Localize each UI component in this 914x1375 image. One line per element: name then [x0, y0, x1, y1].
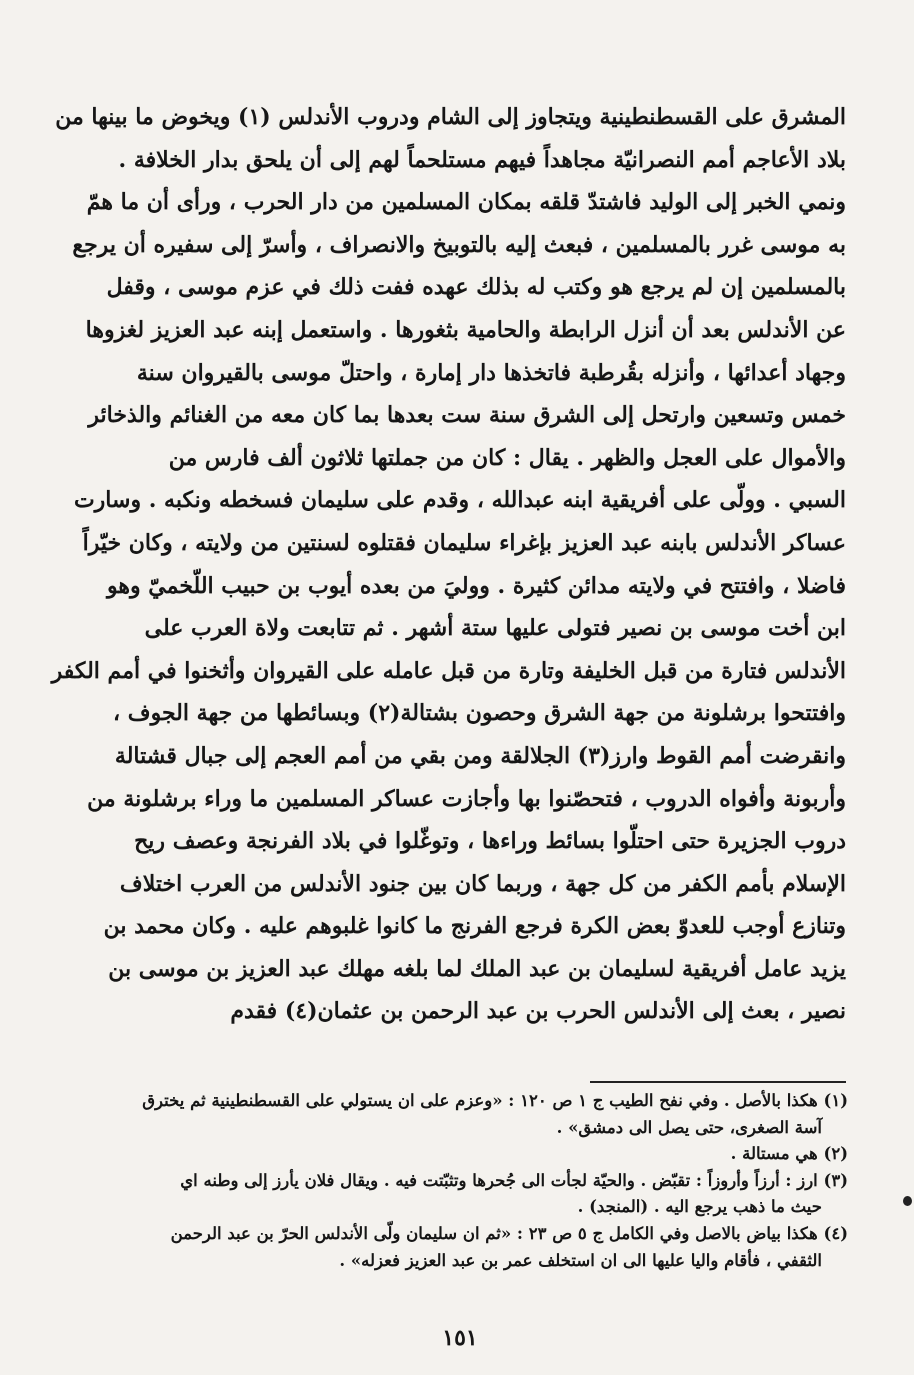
footnote-separator [590, 1081, 846, 1083]
footnote-2: (٢) هي مستالة . [730, 1144, 848, 1164]
text-line: يزيد عامل أفريقية لسليمان بن عبد الملك لما بلغه مهلك عبد العزيز بن موسى بن [108, 955, 846, 982]
text-line: بلاد الأعاجم أمم النصرانيّة مجاهداً فيهم مستلحماً لهم إلى أن يلحق بدار الخلافة . [118, 146, 846, 173]
text-line: عساكر الأندلس بابنه عبد العزيز بإغراء سليمان فقتلوه لسنتين من ولايته ، وكان خيّراً [82, 529, 846, 556]
text-line: وتنازع أوجب للعدوّ بعض الكرة فرجع الفرنج ما كانوا غلبوهم عليه . وكان محمد بن [103, 913, 846, 940]
text-line: وافتتحوا برشلونة من جهة الشرق وحصون بشتالة(٢) وبسائطها من جهة الجوف ، [113, 700, 846, 727]
text-line: به موسى غرر بالمسلمين ، فبعث إليه بالتوبيخ والانصراف ، وأسرّ إلى سفيره أن يرجع [72, 231, 846, 258]
footnote-4: (٤) هكذا بياض بالاصل وفي الكامل ج ٥ ص ٢٣ : «ثم ان سليمان ولّى الأندلس الحرّ بن عبد الرحمن [170, 1223, 848, 1243]
text-line: وجهاد أعدائها ، وأنزله بقُرطبة فاتخذها دار إمارة ، واحتلّ موسى بالقيروان سنة [136, 359, 846, 386]
text-line: بالمسلمين إن لم يرجع هو وكتب له بذلك عهده ففت ذلك في عزم موسى ، وقفل [106, 274, 846, 301]
page-number: ١٥١ [442, 1325, 478, 1351]
text-line: الأندلس فتارة من قبل الخليفة وتارة من قبل عامله على القيروان وأثخنوا في أمم الكفر [51, 657, 846, 684]
text-line: فاضلا ، وافتتح في ولايته مدائن كثيرة . ووليَ من بعده أيوب بن حبيب اللّخميّ وهو [107, 572, 846, 599]
scan-speck [903, 1196, 912, 1206]
footnote-4-continued: الثقفي ، فأقام واليا عليها الى ان استخلف عمر بن عبد العزيز فعزله» . [339, 1250, 822, 1270]
footnote-3-continued: حيث ما ذهب يرجع اليه . (المنجد) . [577, 1197, 822, 1217]
footnotes [96, 1088, 848, 1274]
text-line: وانقرضت أمم القوط وارز(٣) الجلالقة ومن بقي من أمم العجم إلى جبال قشتالة [114, 742, 846, 769]
text-line: ابن أخت موسى بن نصير فتولى عليها ستة أشهر . ثم تتابعت ولاة العرب على [144, 615, 846, 642]
footnote-3: (٣) ارز : أرزاً وأروزاً : تقبّض . والحيّة لجأت الى جُحرها وتثبّتت فيه . ويقال فلان يأرز إلى وطنه اي [180, 1170, 848, 1190]
text-line: ونمي الخبر إلى الوليد فاشتدّ قلقه بمكان المسلمين من دار الحرب ، ورأى أن ما همّ [86, 189, 846, 216]
text-line: وأربونة وأفواه الدروب ، فتحصّنوا بها وأجازت عساكر المسلمين ما وراء برشلونة من [87, 785, 846, 812]
footnote-1: (١) هكذا بالأصل . وفي نفح الطيب ج ١ ص ١٢٠ : «وعزم على ان يستولي على القسطنطينية ثم يخترق [142, 1091, 848, 1110]
main-text [51, 96, 846, 1033]
text-line: المشرق على القسطنطينية ويتجاوز إلى الشام ودروب الأندلس (١) ويخوض ما بينها من [55, 104, 846, 130]
text-line: السبي . وولّى على أفريقية ابنه عبدالله ، وقدم على سليمان فسخطه ونكبه . وسارت [73, 487, 846, 514]
footnote-1-continued: آسة الصغرى، حتى يصل الى دمشق» . [556, 1117, 822, 1137]
text-line: خمس وتسعين وارتحل إلى الشرق سنة ست بعدها بما كان معه من الغنائم والذخائر [88, 402, 846, 429]
text-line: الإسلام بأمم الكفر من كل جهة ، وربما كان بين جنود الأندلس من العرب اختلاف [119, 870, 846, 897]
text-line: نصير ، بعث إلى الأندلس الحرب بن عبد الرحمن بن عثمان(٤) فقدم [230, 998, 846, 1025]
text-line: دروب الجزيرة حتى احتلّوا بسائط وراءها ، وتوغّلوا في بلاد الفرنجة وعصف ريح [134, 828, 846, 855]
text-line: عن الأندلس بعد أن أنزل الرابطة والحامية بثغورها . واستعمل إبنه عبد العزيز لغزوها [85, 316, 846, 343]
text-line: والأموال على العجل والظهر . يقال : كان من جملتها ثلاثون ألف فارس من [168, 444, 846, 471]
